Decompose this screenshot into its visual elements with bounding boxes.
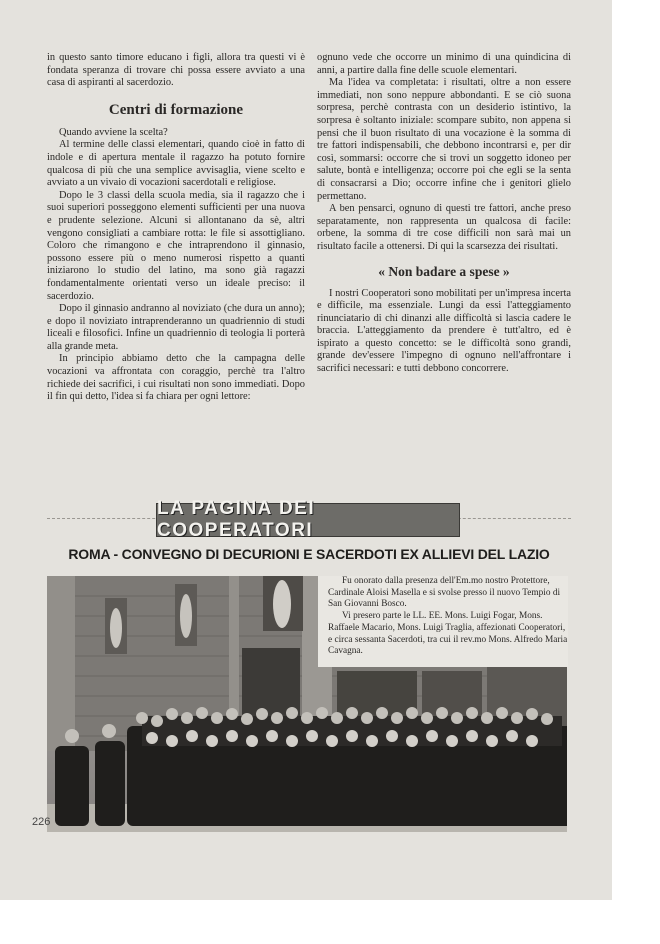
paragraph: Dopo il ginnasio andranno al noviziato (che dura un anno); e dopo il noviziato intraprenderanno un quadriennio di studi liceali e filosofici. Infine un quadriennio di teologia li porterà alla grande meta. [47, 303, 305, 352]
caption-paragraph: Vi presero parte le LL. EE. Mons. Luigi Fogar, Mons. Raffaele Macario, Mons. Luigi Traglia, affezionati Cooperatori, e circa sessanta Sacerdoti, tra cui il rev.mo Mons. Alfredo Maria Cavagna. [328, 611, 568, 657]
paragraph: ognuno vede che occorre un minimo di una quindicina di anni, a partire dalla fine delle scuole elementari. [317, 52, 571, 76]
paragraph: A ben pensarci, ognuno di questi tre fattori, anche preso separatamente, non rappresenta un qualcosa di facile: orbene, la somma di tre cose difficili non sarà mai un risultato facile a ottenersi. Di qui la scarsezza dei risultati. [317, 203, 571, 252]
section-heading-non-badare: « Non badare a spese » [378, 263, 510, 279]
caption-paragraph: Fu onorato dalla presenza dell'Em.mo nostro Protettore, Cardinale Aloisi Masella e si svolse presso il nuovo Tempio di San Giovanni Bosco. [328, 576, 561, 610]
paragraph: in questo santo timore educano i figli, allora tra questi vi è fondata speranza di trovare chi possa essere avviato a una casa di aspiranti al sacerdozio. [47, 52, 305, 89]
banner-text: LA PAGINA DEI COOPERATORI [157, 498, 316, 541]
photo-caption [318, 576, 568, 667]
article-headline: ROMA - CONVEGNO DI DECURIONI E SACERDOTI EX ALLIEVI DEL LAZIO [68, 546, 550, 562]
page-number: 226 [32, 816, 51, 828]
paragraph: Quando avviene la scelta? [59, 126, 168, 138]
section-heading-centri: Centri di formazione [108, 101, 244, 118]
section-banner [156, 498, 460, 541]
paragraph: In principio abbiamo detto che la campagna delle vocazioni va affrontata con coraggio, perchè tra l'altro richiede dei sacrifici, i cui risultati non sono immediati. Dopo il fin qui detto, l'idea si fa chiara per ogni lettore: [47, 353, 305, 403]
paragraph: Al termine delle classi elementari, quando cioè in fatto di indole e di apertura mentale il ragazzo ha potuto fornire qualcosa di più che una semplice avvisaglia, viene scelto e avviato a un vivaio di vocazioni sacerdotali e religiose. [47, 139, 305, 189]
left-text-column [47, 52, 305, 404]
paragraph: I nostri Cooperatori sono mobilitati per un'impresa incerta e difficile, ma essenziale. Lungi da essi l'atteggiamento rinunciatario di chi dinanzi alle difficoltà si lascia cadere le braccia. L'atteggiamento da prendere è tutt'altro, ed è ispirato a questo concetto: se le difficoltà sono grandi, grande dev'essere l'impegno di ognuno nell'affrontare i sacrifici necessari: e tutti debbono concorrere. [317, 287, 571, 375]
paragraph: Dopo le 3 classi della scuola media, sia il ragazzo che i suoi superiori posseggono elementi sufficienti per una nuova e prudente selezione. Alcuni si allontanano da sè, altri vengono consigliati a cambiare rotta: le file si assottigliano. Coloro che rimangono e che intraprendono il ginnasio, possono essere più o meno numerosi rispetto a quanti iniziarono lo studio del latino, ma sono già ragazzi fondamentalmente orientati verso un ideale preciso: il sacerdozio. [47, 189, 305, 302]
paragraph: Ma l'idea va completata: i risultati, oltre a non essere immediati, non sono neppure abbondanti. E se ciò suona sorpresa, perchè contrasta con un desiderio istintivo, la sorpresa è soltanto iniziale: scompare subito, non appena si pensi che il buon risultato di una vocazione è la somma di tre fattori indispensabili, che debbono incontrarsi e, per dir così, sommarsi: occorre che si trovi un soggetto idoneo per salute, bontà e intelligenza; occorre poi che egli se la senta di consacrarsi a Dio; occorre infine che i genitori glielo permettano. [317, 77, 571, 202]
right-text-column [317, 52, 571, 376]
